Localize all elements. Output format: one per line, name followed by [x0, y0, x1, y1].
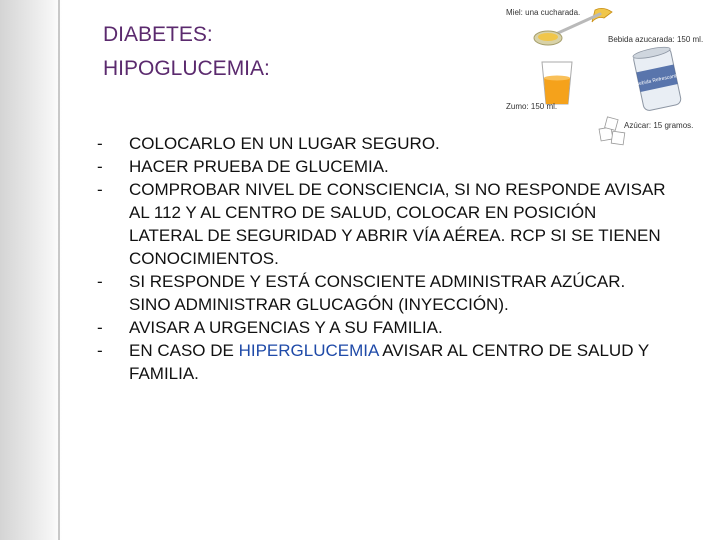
list-item [97, 339, 667, 385]
list-item [97, 178, 667, 270]
soda-can-icon [629, 44, 685, 112]
juice-surface [544, 76, 570, 81]
list-item-text-before: EN CASO DE [129, 341, 239, 360]
list-item-text: AVISAR A URGENCIAS Y A SU FAMILIA. [129, 318, 443, 337]
bullet-dash: - [97, 341, 103, 360]
left-divider-line [58, 0, 60, 540]
bullet-dash: - [97, 272, 103, 291]
left-decorative-band [0, 0, 62, 540]
list-item-text: COLOCARLO EN UN LUGAR SEGURO. [129, 134, 440, 153]
juice-fill [544, 78, 570, 104]
bullet-dash: - [97, 134, 103, 153]
list-item-text: COMPROBAR NIVEL DE CONSCIENCIA, SI NO RESPONDE AVISAR AL 112 Y AL CENTRO DE SALUD, COLOCAR EN POSICIÓN LATERAL DE SEGURIDAD Y ABRIR VÍA AÉREA. RCP SI SE TIENEN CONOCIMIENTOS. [129, 180, 666, 268]
bullet-dash: - [97, 318, 103, 337]
list-item [97, 316, 667, 339]
sugar-sources-illustration [500, 0, 704, 150]
drink-label: Bebida azucarada: 150 ml. [608, 35, 704, 44]
instruction-list [97, 132, 667, 385]
list-item-text: SI RESPONDE Y ESTÁ CONSCIENTE ADMINISTRAR AZÚCAR. SINO ADMINISTRAR GLUCAGÓN (INYECCIÓN). [129, 272, 626, 314]
bullet-dash: - [97, 157, 103, 176]
can-brand-text: Bebida Refrescante [635, 72, 680, 88]
list-item-text: HACER PRUEBA DE GLUCEMIA. [129, 157, 389, 176]
list-item [97, 270, 667, 316]
list-item [97, 132, 667, 155]
honey-in-spoon [538, 33, 558, 41]
sugar-label: Azúcar: 15 gramos. [624, 121, 694, 130]
honey-label: Miel: una cucharada. [506, 8, 581, 17]
hiperglucemia-highlight: HIPERGLUCEMIA [238, 341, 379, 360]
slide-title [103, 18, 270, 86]
list-item-text-after: AVISAR AL CENTRO DE SALUD Y FAMILIA. [129, 341, 649, 383]
title-line-1: DIABETES: [103, 23, 213, 46]
list-item [97, 155, 667, 178]
bullet-dash: - [97, 180, 103, 199]
juice-label: Zumo: 150 ml. [506, 102, 558, 111]
title-line-2: HIPOGLUCEMIA: [103, 57, 270, 80]
